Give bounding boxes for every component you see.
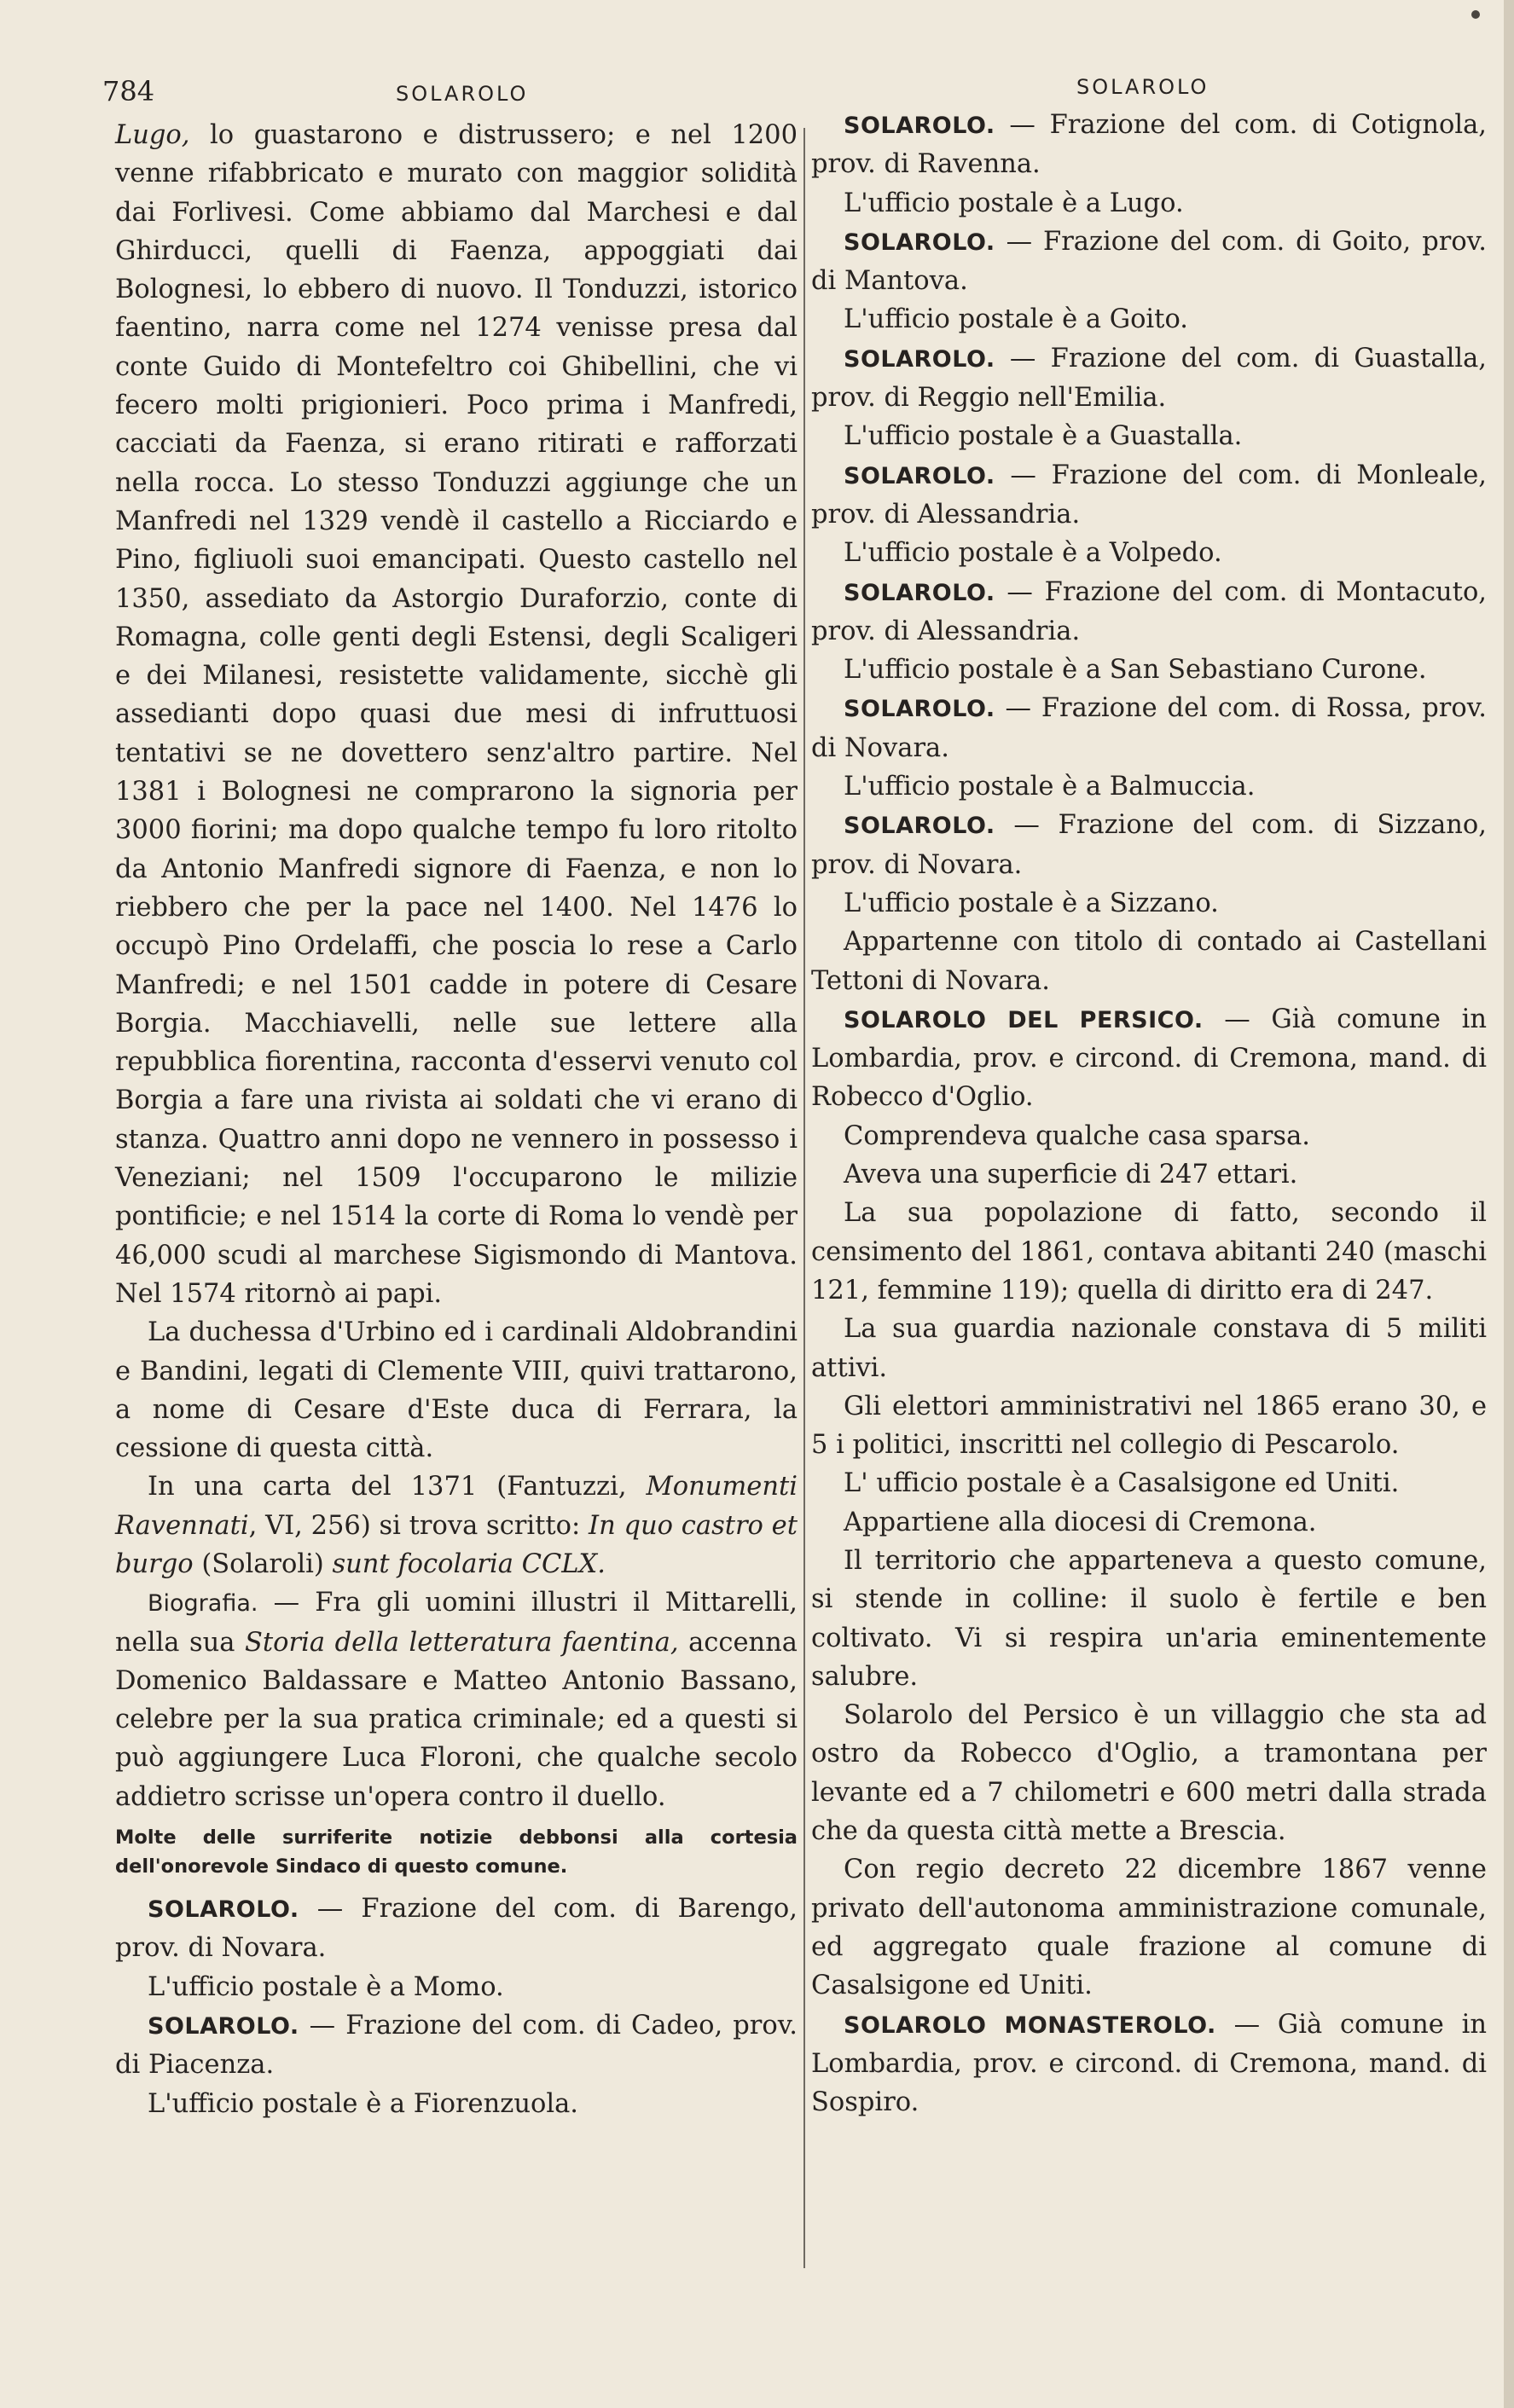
paragraph-carta: In una carta del 1371 (Fantuzzi, Monumenti Ravennati, VI, 256) si trova scritto: In quo castro et burgo (Solaroli) sunt focolaria CCLX. xyxy=(115,1472,798,1579)
running-header-left: SOLAROLO xyxy=(396,82,529,106)
entry-cotignola: SOLAROLO. — Frazione del com. di Cotignola, prov. di Ravenna. xyxy=(811,110,1487,180)
persico-p5: Gli elettori amministrativi nel 1865 erano 30, e 5 i politici, inscritti nel collegio di Pescarolo. xyxy=(811,1391,1487,1461)
entry-cadeo-post: L'ufficio postale è a Fiorenzuola. xyxy=(148,2088,578,2119)
persico-p9: Solarolo del Persico è un villaggio che sta ad ostro da Robecco d'Oglio, a tramontana per levante ed a 7 chilometri e 600 metri dalla strada che da questa città mette a Brescia. xyxy=(811,1700,1487,1847)
entry-cotignola-post: L'ufficio postale è a Lugo. xyxy=(844,188,1184,218)
paragraph-biografia: Biografia. — Fra gli uomini illustri il Mittarelli, nella sua Storia della letteratura faentina, accenna Domenico Baldassare e Matteo Antonio Bassano, celebre per la sua pratica criminale; ed a questi si può aggiungere Luca Floroni, che qualche secolo addietro scrisse un'opera contro il duello. xyxy=(115,1588,798,1812)
paragraph-history: Lugo, lo guastarono e distrussero; e nel 1200 venne rifabbricato e murato con maggior solidità dai Forlivesi. Come abbiamo dal Marchesi e dal Ghirducci, quelli di Faenza, appoggiati dai Bolognesi, lo ebbero di nuovo. Il Tonduzzi, istorico faentino, narra come nel 1274 venisse presa dal conte Guido di Montefeltro coi Ghibellini, che vi fecero molti prigionieri. Poco prima i Manfredi, cacciati da Faenza, si erano ritirati e rafforzati nella rocca. Lo stesso Tonduzzi aggiunge che un Manfredi nel 1329 vendè il castello a Ricciardo e Pino, figliuoli suoi emancipati. Questo castello nel 1350, assediato da Astorgio Duraforzio, conte di Romagna, colle genti degli Estensi, degli Scaligeri e dei Milanesi, resistette validamente, sicchè gli assedianti dopo quasi due mesi di infruttuosi tentativi se ne dovettero senz'altro partire. Nel 1381 i Bolognesi ne comprarono la signoria per 3000 fiorini; ma dopo qualche tempo fu loro ritolto da Antonio Manfredi signore di Faenza, e non lo riebbero che per la pace nel 1400. Nel 1476 lo occupò Pino Ordelaffi, che poscia lo rese a Carlo Manfredi; e nel 1501 cadde in potere di Cesare Borgia. Macchiavelli, nelle sue lettere alla repubblica fiorentina, racconta d'esservi venuto col Borgia a fare una rivista ai soldati che vi erano di stanza. Quattro anni dopo ne vennero in possesso i Veneziani; nel 1509 l'occuparono le milizie pontificie; e nel 1514 la corte di Roma lo vendè per 46,000 scudi al marchese Sigismondo di Mantova. Nel 1574 ritornò ai papi. xyxy=(115,120,798,1309)
persico-p1: Comprendeva qualche casa sparsa. xyxy=(844,1120,1310,1151)
entry-sizzano: SOLAROLO. — Frazione del com. di Sizzano, prov. di Novara. xyxy=(811,810,1487,880)
entry-monleale-post: L'ufficio postale è a Volpedo. xyxy=(844,538,1222,569)
entry-barengo-post: L'ufficio postale è a Momo. xyxy=(148,1971,504,2002)
left-column xyxy=(115,116,798,2123)
persico-p3: La sua popolazione di fatto, secondo il censimento del 1861, contava abitanti 240 (maschi 121, femmine 119); quella di diritto era di 247. xyxy=(811,1198,1487,1305)
entry-guastalla-post: L'ufficio postale è a Guastalla. xyxy=(844,421,1243,452)
entry-sizzano-post: L'ufficio postale è a Sizzano. xyxy=(844,888,1219,918)
entry-guastalla: SOLAROLO. — Frazione del com. di Guastalla, prov. di Reggio nell'Emilia. xyxy=(811,343,1487,414)
entry-sizzano-extra: Appartenne con titolo di contado ai Castellani Tettoni di Novara. xyxy=(811,927,1487,996)
entry-monasterolo: SOLAROLO MONASTEROLO. — Già comune in Lombardia, prov. e circond. di Cremona, mand. di Sospiro. xyxy=(811,2009,1488,2118)
entry-barengo: SOLAROLO. — Frazione del com. di Barengo, prov. di Novara. xyxy=(115,1894,798,1964)
persico-p6: L' ufficio postale è a Casalsigone ed Uniti. xyxy=(844,1468,1400,1499)
entry-goito: SOLAROLO. — Frazione del com. di Goito, prov. di Mantova. xyxy=(811,226,1487,297)
column-divider xyxy=(803,128,805,2268)
entry-montacuto-post: L'ufficio postale è a San Sebastiano Curone. xyxy=(844,655,1427,686)
persico-p4: La sua guardia nazionale constava di 5 militi attivi. xyxy=(811,1314,1487,1383)
paragraph-duchessa: La duchessa d'Urbino ed i cardinali Aldobrandini e Bandini, legati di Clemente VIII, quivi trattarono, a nome di Cesare d'Este duca di Ferrara, la cessione di questa città. xyxy=(115,1317,798,1464)
entry-persico: SOLAROLO DEL PERSICO. — Già comune in Lombardia, prov. e circond. di Cremona, mand. di Robecco d'Oglio. xyxy=(811,1004,1488,1113)
right-column xyxy=(811,106,1487,2121)
persico-p10: Con regio decreto 22 dicembre 1867 venne privato dell'autonoma amministrazione comunale, ed aggregato quale frazione al comune di Casalsigone ed Uniti. xyxy=(811,1855,1487,2001)
page-edge xyxy=(1504,0,1514,2408)
entry-goito-post: L'ufficio postale è a Goito. xyxy=(844,304,1188,335)
entry-cadeo: SOLAROLO. — Frazione del com. di Cadeo, prov. di Piacenza. xyxy=(115,2010,798,2081)
running-header-right: SOLAROLO xyxy=(1076,75,1209,99)
persico-p8: Il territorio che apparteneva a questo comune, si stende in colline: il suolo è fertile e ben coltivato. Vi si respira un'aria eminentemente salubre. xyxy=(811,1545,1487,1692)
persico-p7: Appartiene alla diocesi di Cremona. xyxy=(844,1507,1317,1537)
page-number: 784 xyxy=(102,75,155,107)
ink-dot xyxy=(1471,10,1480,19)
entry-rossa-post: L'ufficio postale è a Balmuccia. xyxy=(844,772,1256,802)
entry-montacuto: SOLAROLO. — Frazione del com. di Montacuto, prov. di Alessandria. xyxy=(811,576,1487,646)
persico-p2: Aveva una superficie di 247 ettari. xyxy=(844,1160,1298,1190)
footnote: Molte delle surriferite notizie debbonsi alla cortesia dell'onorevole Sindaco di questo comune. xyxy=(115,1826,798,1878)
entry-monleale: SOLAROLO. — Frazione del com. di Monleale, prov. di Alessandria. xyxy=(811,460,1487,530)
entry-rossa: SOLAROLO. — Frazione del com. di Rossa, prov. di Novara. xyxy=(811,693,1487,763)
